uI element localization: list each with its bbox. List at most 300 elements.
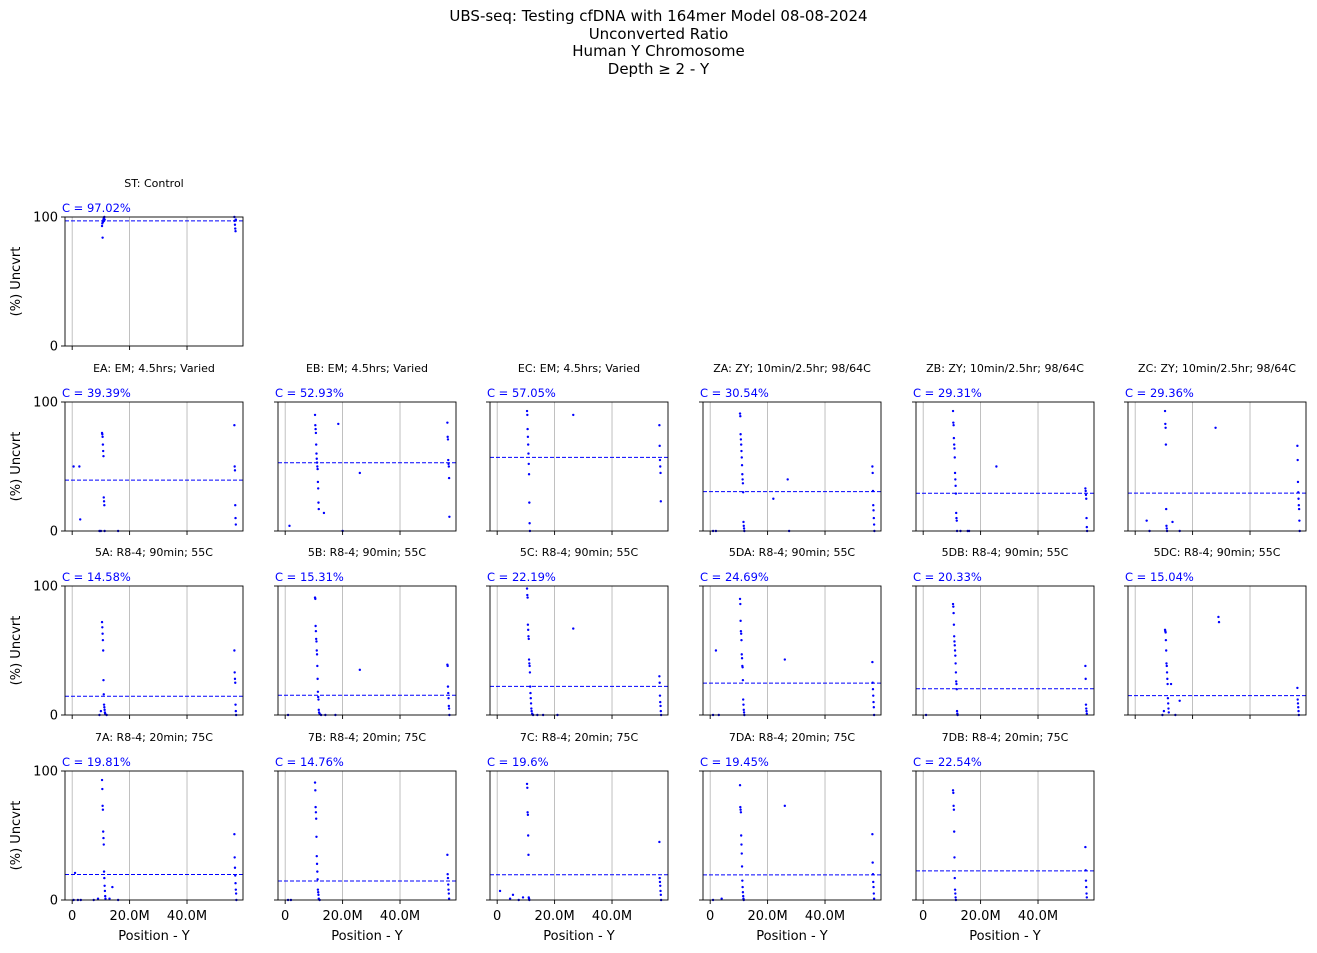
data-point (446, 665, 448, 667)
data-point (111, 886, 113, 888)
mean-annotation: C = 24.69% (700, 570, 769, 584)
data-point (1298, 519, 1300, 521)
data-point (446, 421, 448, 423)
data-point (1168, 711, 1170, 713)
data-point (954, 662, 956, 664)
data-point (315, 836, 317, 838)
data-point (1298, 508, 1300, 510)
data-point (317, 696, 319, 698)
panel-7DA (699, 731, 881, 944)
data-point (572, 627, 574, 629)
data-point (288, 525, 290, 527)
data-point (1085, 707, 1087, 709)
data-point (1164, 410, 1166, 412)
data-point (1166, 683, 1168, 685)
data-point (953, 443, 955, 445)
data-point (234, 224, 236, 226)
data-point (447, 877, 449, 879)
data-point (658, 841, 660, 843)
data-point (102, 837, 104, 839)
data-point (1084, 490, 1086, 492)
data-point (739, 784, 741, 786)
mean-annotation: C = 20.33% (913, 570, 982, 584)
data-point (317, 501, 319, 503)
data-point (1085, 710, 1087, 712)
data-point (955, 492, 957, 494)
data-point (740, 633, 742, 635)
data-point (659, 459, 661, 461)
data-point (741, 666, 743, 668)
data-point (315, 638, 317, 640)
data-point (954, 888, 956, 890)
data-point (741, 852, 743, 854)
data-point (315, 630, 317, 632)
panel-7C (486, 731, 668, 944)
data-point (871, 465, 873, 467)
panel-title: 5DB: R8-4; 90min; 55C (941, 546, 1069, 559)
panel-7B (274, 731, 456, 944)
mean-annotation: C = 52.93% (275, 386, 344, 400)
panel-5DB (912, 546, 1094, 719)
data-point (314, 598, 316, 600)
data-point (529, 692, 531, 694)
data-point (1167, 702, 1169, 704)
data-point (447, 697, 449, 699)
mean-annotation: C = 30.54% (700, 386, 769, 400)
data-point (952, 605, 954, 607)
data-point (1085, 879, 1087, 881)
panel-ZB (912, 362, 1094, 535)
panel-title: 7DB: R8-4; 20min; 75C (941, 731, 1069, 744)
data-point (995, 465, 997, 467)
data-point (234, 703, 236, 705)
data-point (101, 626, 103, 628)
data-point (103, 843, 105, 845)
data-point (1085, 517, 1087, 519)
data-point (528, 658, 530, 660)
data-point (1296, 445, 1298, 447)
panel-title: ZC: ZY; 10min/2.5hr; 98/64C (1138, 362, 1296, 375)
data-point (872, 694, 874, 696)
data-point (1171, 521, 1173, 523)
data-point (572, 414, 574, 416)
data-point (742, 891, 744, 893)
data-point (952, 424, 954, 426)
data-point (447, 685, 449, 687)
data-point (314, 428, 316, 430)
data-point (72, 465, 74, 467)
data-point (1085, 494, 1087, 496)
data-point (102, 809, 104, 811)
data-point (337, 423, 339, 425)
data-point (359, 472, 361, 474)
panel-title: 7DA: R8-4; 20min; 75C (728, 731, 856, 744)
axes-frame (916, 402, 1094, 531)
panel-EB (274, 362, 456, 535)
panel-5A (9, 546, 243, 724)
data-point (527, 635, 529, 637)
data-point (953, 809, 955, 811)
data-point (871, 472, 873, 474)
data-point (1218, 621, 1220, 623)
data-point (952, 789, 954, 791)
data-point (1084, 665, 1086, 667)
data-point (526, 414, 528, 416)
data-point (446, 854, 448, 856)
data-point (952, 421, 954, 423)
x-tick-label: 40.0M (166, 909, 208, 924)
mean-annotation: C = 14.58% (62, 570, 131, 584)
panel-title: 7A: R8-4; 20min; 75C (95, 731, 213, 744)
y-tick-label: 100 (33, 764, 58, 780)
y-tick-label: 100 (33, 210, 58, 226)
data-point (659, 694, 661, 696)
data-point (872, 886, 874, 888)
data-point (741, 653, 743, 655)
data-point (741, 464, 743, 466)
data-point (741, 473, 743, 475)
data-point (743, 709, 745, 711)
data-point (103, 504, 105, 506)
x-tick-label: 0 (68, 909, 77, 924)
data-point (528, 473, 530, 475)
data-point (317, 691, 319, 693)
data-point (1214, 427, 1216, 429)
data-point (448, 477, 450, 479)
data-point (1167, 697, 1169, 699)
data-point (448, 707, 450, 709)
panel-7A (9, 731, 243, 944)
data-point (235, 892, 237, 894)
data-point (101, 621, 103, 623)
x-tick-label: 40.0M (379, 909, 421, 924)
data-point (872, 701, 874, 703)
data-point (1166, 665, 1168, 667)
data-point (873, 706, 875, 708)
axes-frame (1128, 402, 1306, 531)
data-point (234, 230, 236, 232)
data-point (526, 587, 528, 589)
data-point (742, 482, 744, 484)
x-tick-label: 20.0M (109, 909, 150, 924)
data-point (954, 478, 956, 480)
data-point (233, 671, 235, 673)
data-point (1084, 487, 1086, 489)
data-point (658, 445, 660, 447)
data-point (315, 443, 317, 445)
data-point (103, 218, 105, 220)
x-axis-label: Position - Y (969, 929, 1041, 944)
data-point (315, 640, 317, 642)
panel-5DC (1124, 546, 1306, 719)
panel-title: 5C: R8-4; 90min; 55C (519, 546, 639, 559)
data-point (528, 662, 530, 664)
data-point (316, 870, 318, 872)
panel-title: EA: EM; 4.5hrs; Varied (93, 362, 215, 375)
data-point (102, 639, 104, 641)
data-point (103, 870, 105, 872)
data-point (740, 450, 742, 452)
data-point (235, 710, 237, 712)
data-point (102, 455, 104, 457)
data-point (953, 437, 955, 439)
data-point (323, 512, 325, 514)
title-line-1: UBS-seq: Testing cfDNA with 164mer Model 08-08-2024 (449, 7, 868, 25)
data-point (953, 640, 955, 642)
data-point (956, 519, 958, 521)
data-point (234, 882, 236, 884)
data-point (1085, 886, 1087, 888)
data-point (235, 218, 237, 220)
mean-annotation: C = 15.04% (1125, 570, 1194, 584)
data-point (742, 698, 744, 700)
data-point (102, 450, 104, 452)
panel-ST (9, 177, 243, 355)
data-point (1164, 423, 1166, 425)
data-point (526, 811, 528, 813)
axes-frame (490, 402, 668, 531)
data-point (527, 814, 529, 816)
data-point (315, 818, 317, 820)
data-point (314, 781, 316, 783)
mean-annotation: C = 19.81% (62, 755, 131, 769)
panel-EC (486, 362, 668, 535)
data-point (527, 443, 529, 445)
x-axis-label: Position - Y (331, 929, 403, 944)
data-point (101, 236, 103, 238)
data-point (1298, 504, 1300, 506)
data-point (872, 509, 874, 511)
axes-frame (703, 586, 881, 715)
data-point (1297, 481, 1299, 483)
data-point (871, 661, 873, 663)
data-point (1165, 662, 1167, 664)
data-point (741, 886, 743, 888)
data-point (317, 891, 319, 893)
data-point (740, 811, 742, 813)
data-point (739, 809, 741, 811)
data-point (660, 500, 662, 502)
data-point (1297, 491, 1299, 493)
data-point (954, 456, 956, 458)
data-point (741, 879, 743, 881)
data-point (447, 883, 449, 885)
data-point (1165, 508, 1167, 510)
data-point (315, 432, 317, 434)
x-tick-label: 40.0M (1017, 909, 1059, 924)
data-point (447, 463, 449, 465)
data-point (522, 896, 524, 898)
data-point (235, 523, 237, 525)
panel-title: ST: Control (124, 177, 184, 190)
data-point (1084, 846, 1086, 848)
data-point (103, 877, 105, 879)
panel-title: EC: EM; 4.5hrs; Varied (517, 362, 641, 375)
data-point (1217, 616, 1219, 618)
data-point (660, 894, 662, 896)
mean-annotation: C = 22.19% (487, 570, 556, 584)
axes-frame (490, 586, 668, 715)
panel-title: 7C: R8-4; 20min; 75C (519, 731, 639, 744)
x-tick-label: 40.0M (591, 909, 633, 924)
data-point (447, 438, 449, 440)
data-point (499, 890, 501, 892)
data-point (101, 788, 103, 790)
data-point (526, 428, 528, 430)
y-tick-label: 0 (49, 339, 58, 355)
data-point (955, 517, 957, 519)
data-point (528, 522, 530, 524)
x-tick-label: 20.0M (322, 909, 363, 924)
data-point (102, 679, 104, 681)
y-tick-label: 100 (33, 395, 58, 411)
data-point (659, 701, 661, 703)
data-point (74, 872, 76, 874)
data-point (526, 596, 528, 598)
data-point (234, 867, 236, 869)
data-point (739, 806, 741, 808)
data-point (530, 710, 532, 712)
data-point (102, 649, 104, 651)
data-point (741, 657, 743, 659)
data-point (233, 833, 235, 835)
data-point (101, 779, 103, 781)
data-point (952, 805, 954, 807)
data-point (953, 447, 955, 449)
data-point (953, 830, 955, 832)
data-point (234, 874, 236, 876)
data-point (103, 500, 105, 502)
data-point (659, 705, 661, 707)
data-point (784, 658, 786, 660)
x-tick-label: 40.0M (804, 909, 846, 924)
data-point (956, 688, 958, 690)
axes-frame (916, 586, 1094, 715)
data-point (1164, 631, 1166, 633)
axes-frame (703, 771, 881, 900)
data-point (954, 654, 956, 656)
data-point (739, 433, 741, 435)
data-point (955, 512, 957, 514)
data-point (448, 516, 450, 518)
data-point (529, 671, 531, 673)
data-point (1085, 703, 1087, 705)
y-tick-label: 0 (49, 524, 58, 540)
data-point (448, 465, 450, 467)
data-point (659, 881, 661, 883)
mean-annotation: C = 39.39% (62, 386, 131, 400)
data-point (317, 888, 319, 890)
data-point (953, 624, 955, 626)
panel-title: 5DA: R8-4; 90min; 55C (728, 546, 856, 559)
data-point (872, 881, 874, 883)
panel-ZC (1124, 362, 1306, 535)
data-point (102, 830, 104, 832)
data-point (233, 856, 235, 858)
data-point (1296, 698, 1298, 700)
axes-frame (278, 402, 456, 531)
data-point (317, 894, 319, 896)
data-point (103, 693, 105, 695)
panel-ZA (699, 362, 881, 535)
panel-title: ZB: ZY; 10min/2.5hr; 98/64C (926, 362, 1084, 375)
data-point (101, 433, 103, 435)
data-point (742, 679, 744, 681)
data-point (742, 491, 744, 493)
x-tick-label: 0 (281, 909, 290, 924)
data-point (527, 629, 529, 631)
data-point (448, 892, 450, 894)
data-point (234, 469, 236, 471)
x-axis-label: Position - Y (118, 929, 190, 944)
data-point (528, 501, 530, 503)
data-point (1165, 525, 1167, 527)
data-point (102, 443, 104, 445)
data-point (315, 452, 317, 454)
data-point (1086, 526, 1088, 528)
data-point (1166, 678, 1168, 680)
x-tick-label: 20.0M (747, 909, 788, 924)
data-point (739, 598, 741, 600)
data-point (952, 603, 954, 605)
data-point (100, 710, 102, 712)
data-point (79, 518, 81, 520)
data-point (234, 517, 236, 519)
data-point (715, 649, 717, 651)
data-point (446, 873, 448, 875)
data-point (873, 523, 875, 525)
data-point (233, 424, 235, 426)
x-axis-label: Position - Y (756, 929, 828, 944)
title-line-4: Depth ≥ 2 - Y (607, 59, 710, 78)
data-point (529, 685, 531, 687)
data-point (1166, 671, 1168, 673)
data-point (1084, 678, 1086, 680)
data-point (873, 517, 875, 519)
data-point (233, 465, 235, 467)
data-point (1086, 896, 1088, 898)
y-tick-label: 0 (49, 893, 58, 909)
data-point (1297, 710, 1299, 712)
data-point (530, 697, 532, 699)
panel-title: ZA: ZY; 10min/2.5hr; 98/64C (713, 362, 871, 375)
data-point (659, 465, 661, 467)
data-point (871, 682, 873, 684)
data-point (871, 861, 873, 863)
panel-title: 5A: R8-4; 90min; 55C (95, 546, 213, 559)
data-point (103, 706, 105, 708)
data-point (530, 702, 532, 704)
data-point (952, 792, 954, 794)
data-point (740, 639, 742, 641)
data-point (316, 461, 318, 463)
data-point (234, 678, 236, 680)
data-point (1165, 649, 1167, 651)
data-point (740, 438, 742, 440)
mean-annotation: C = 22.54% (913, 755, 982, 769)
y-axis-label: (%) Uncvrt (9, 431, 24, 502)
data-point (740, 443, 742, 445)
y-axis-label: (%) Uncvrt (9, 246, 24, 317)
data-point (872, 688, 874, 690)
data-point (318, 508, 320, 510)
data-point (315, 811, 317, 813)
data-point (658, 675, 660, 677)
data-point (954, 649, 956, 651)
data-point (103, 885, 105, 887)
data-point (872, 504, 874, 506)
data-point (234, 504, 236, 506)
